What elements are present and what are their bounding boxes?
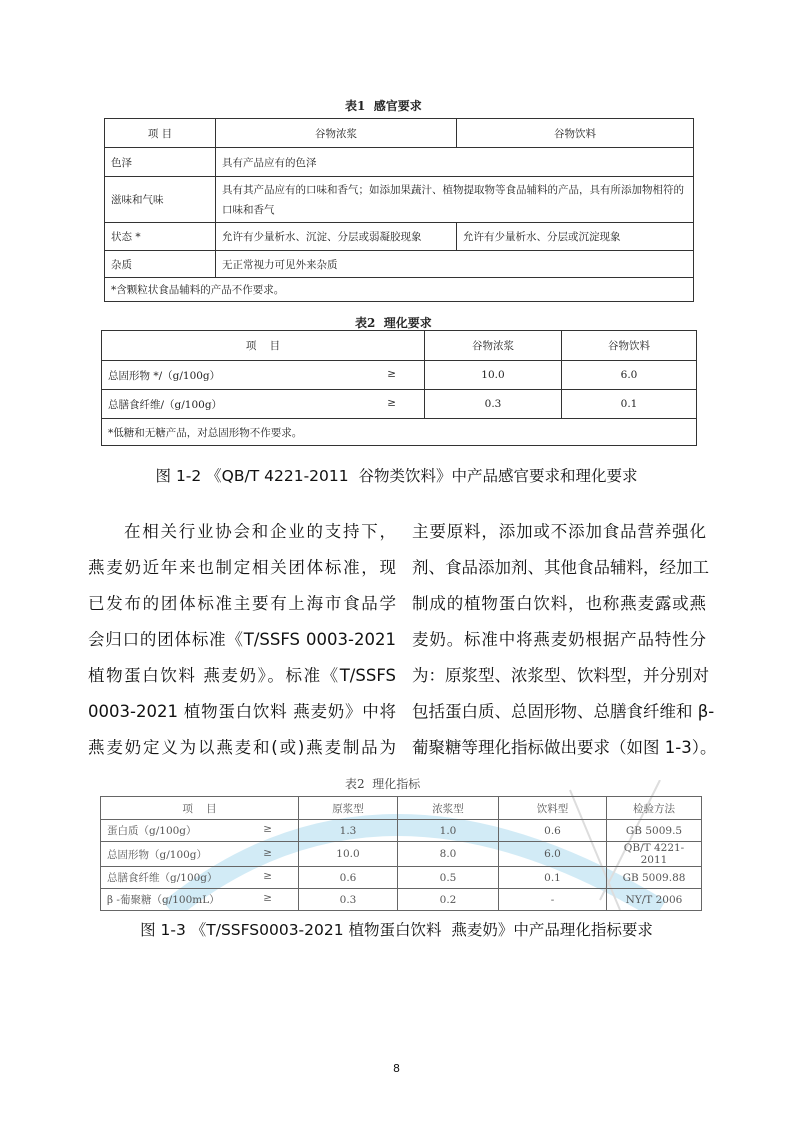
page-number: 8 bbox=[393, 1062, 400, 1075]
t2-cell: 0.1 bbox=[562, 390, 697, 419]
t3-ge: ≥ bbox=[263, 892, 272, 904]
t1-cell: 滋味和气味 bbox=[105, 177, 216, 223]
t3-item: 总膳食纤维（g/100g） bbox=[107, 872, 218, 884]
t1-cell: 状态 * bbox=[105, 223, 216, 251]
body-line: 包括蛋白质、总固形物、总膳食纤维和 β- bbox=[412, 702, 715, 721]
t3-ge: ≥ bbox=[263, 823, 272, 835]
t1-cell: 允许有少量析水、分层或沉淀现象 bbox=[457, 223, 694, 251]
t3-item: 蛋白质（g/100g） bbox=[107, 825, 197, 837]
t2-ge: ≥ bbox=[387, 367, 396, 380]
body-line: 已发布的团体标准主要有上海市食品学 bbox=[88, 594, 396, 613]
t3-header: 饮料型 bbox=[499, 797, 607, 820]
body-line: 燕麦奶定义为以燕麦和(或)燕麦制品为 bbox=[88, 738, 396, 757]
body-line: 主要原料，添加或不添加食品营养强化 bbox=[412, 522, 706, 541]
t2-item: 总固形物 */（g/100g） bbox=[108, 369, 221, 382]
t2-header: 谷物饮料 bbox=[562, 331, 697, 361]
t3-cell: 0.6 bbox=[299, 867, 398, 889]
body-line: 在相关行业协会和企业的支持下， bbox=[124, 522, 396, 541]
body-line: 麦奶。标准中将燕麦奶根据产品特性分 bbox=[412, 630, 706, 649]
t3-ge: ≥ bbox=[263, 846, 272, 859]
body-line: 植物蛋白饮料 燕麦奶》。标准《T/SSFS bbox=[88, 666, 396, 685]
t3-header: 检验方法 bbox=[607, 797, 702, 820]
t1-cell: 具有其产品应有的口味和香气；如添加果蔬汁、植物提取物等食品辅料的产品，具有所添加物相符的口味和香气 bbox=[216, 177, 694, 223]
figure-caption-1-3: 图 1-3 《T/SSFS0003-2021 植物蛋白饮料 燕麦奶》中产品理化指标要求 bbox=[140, 921, 653, 939]
body-line: 剂、食品添加剂、其他食品辅料，经加工 bbox=[412, 558, 709, 577]
t3-cell: 8.0 bbox=[398, 842, 499, 867]
t3-ge: ≥ bbox=[263, 870, 272, 882]
body-line: 葡聚糖等理化指标做出要求（如图 1-3）。 bbox=[412, 738, 717, 757]
t3-cell: 0.6 bbox=[499, 820, 607, 842]
t3-cell: 10.0 bbox=[299, 842, 398, 867]
body-line: 0003-2021 植物蛋白饮料 燕麦奶》中将 bbox=[88, 702, 396, 721]
t3-cell: GB 5009.5 bbox=[607, 820, 702, 842]
t1-cell: 具有产品应有的色泽 bbox=[216, 148, 694, 177]
table2-physchem bbox=[101, 330, 697, 446]
t2-header: 谷物浓浆 bbox=[425, 331, 562, 361]
t2-cell: 6.0 bbox=[562, 361, 697, 390]
t1-cell: 杂质 bbox=[105, 251, 216, 278]
table3-title: 表2 理化指标 bbox=[345, 777, 421, 791]
t3-cell: QB/T 4221-2011 bbox=[607, 842, 702, 867]
t1-header: 谷物饮料 bbox=[457, 119, 694, 148]
t3-header: 浓浆型 bbox=[398, 797, 499, 820]
t2-item: 总膳食纤维/（g/100g） bbox=[108, 398, 223, 411]
table3-oat-milk-indices bbox=[100, 796, 702, 911]
t3-cell: - bbox=[499, 889, 607, 911]
body-line: 会归口的团体标准《T/SSFS 0003-2021 bbox=[88, 630, 396, 649]
t1-header: 项 目 bbox=[105, 119, 216, 148]
t1-note: *含颗粒状食品辅料的产品不作要求。 bbox=[105, 278, 694, 302]
body-line: 为：原浆型、浓浆型、饮料型，并分别对 bbox=[412, 666, 709, 685]
t3-cell: 1.0 bbox=[398, 820, 499, 842]
t3-cell: NY/T 2006 bbox=[607, 889, 702, 911]
t2-cell: 0.3 bbox=[425, 390, 562, 419]
body-line: 燕麦奶近年来也制定相关团体标准，现 bbox=[88, 558, 396, 577]
figure-caption-1-2: 图 1-2 《QB/T 4221-2011 谷物类饮料》中产品感官要求和理化要求 bbox=[155, 467, 638, 485]
t2-cell: 10.0 bbox=[425, 361, 562, 390]
t1-cell: 允许有少量析水、沉淀、分层或弱凝胶现象 bbox=[216, 223, 457, 251]
t1-header: 谷物浓浆 bbox=[216, 119, 457, 148]
t3-header: 项 目 bbox=[101, 797, 299, 820]
table2-title: 表2 理化要求 bbox=[355, 316, 432, 330]
t1-cell: 色泽 bbox=[105, 148, 216, 177]
t3-cell: 0.3 bbox=[299, 889, 398, 911]
t3-cell: 1.3 bbox=[299, 820, 398, 842]
table1-sensory bbox=[104, 118, 694, 302]
t1-cell: 无正常视力可见外来杂质 bbox=[216, 251, 694, 278]
t3-item: β -葡聚糖（g/100mL） bbox=[107, 894, 220, 906]
table1-title: 表1 感官要求 bbox=[345, 99, 422, 113]
t3-item: 总固形物（g/100g） bbox=[107, 848, 208, 861]
t3-header: 原浆型 bbox=[299, 797, 398, 820]
body-line: 制成的植物蛋白饮料，也称燕麦露或燕 bbox=[412, 594, 706, 613]
t2-note: *低糖和无糖产品，对总固形物不作要求。 bbox=[102, 419, 697, 446]
t2-ge: ≥ bbox=[387, 396, 396, 409]
t3-cell: 0.5 bbox=[398, 867, 499, 889]
t2-header: 项 目 bbox=[102, 331, 425, 361]
t3-cell: GB 5009.88 bbox=[607, 867, 702, 889]
t3-cell: 0.1 bbox=[499, 867, 607, 889]
t3-cell: 0.2 bbox=[398, 889, 499, 911]
t3-cell: 6.0 bbox=[499, 842, 607, 867]
